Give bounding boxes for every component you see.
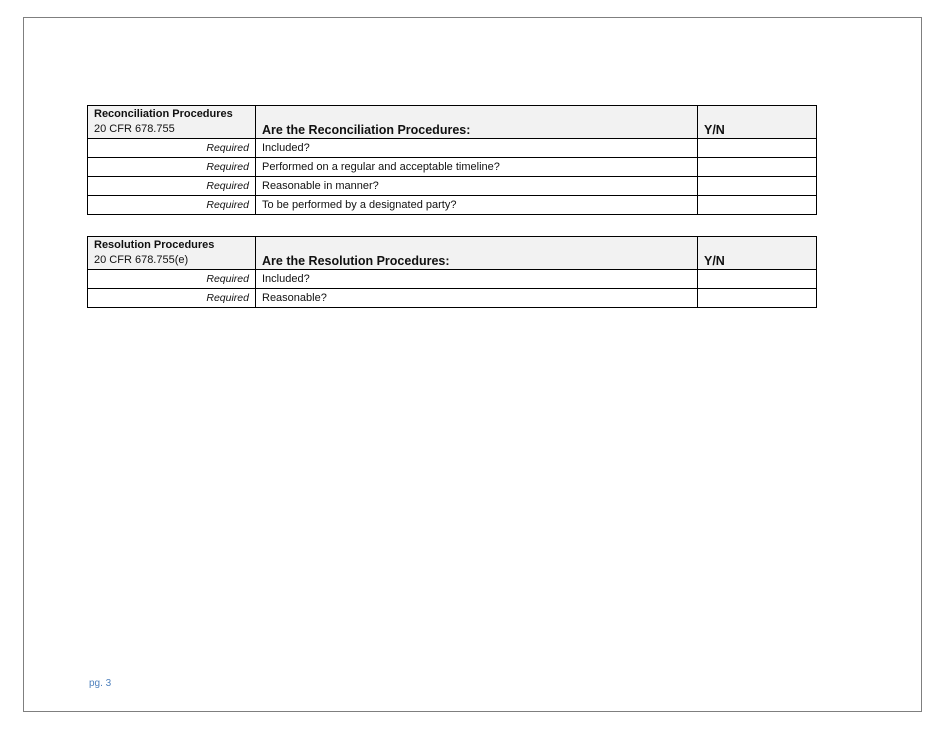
question-text: Performed on a regular and acceptable timeline? bbox=[256, 158, 698, 177]
question-text: To be performed by a designated party? bbox=[256, 196, 698, 215]
section-label-cell bbox=[88, 106, 256, 139]
answer-cell[interactable] bbox=[698, 196, 817, 215]
question-text: Reasonable in manner? bbox=[256, 177, 698, 196]
answer-cell[interactable] bbox=[698, 270, 817, 289]
table-row bbox=[88, 139, 817, 158]
requirement-label: Required bbox=[88, 139, 256, 158]
section-title: Resolution Procedures bbox=[94, 239, 215, 251]
answer-cell[interactable] bbox=[698, 177, 817, 196]
section-title: Reconciliation Procedures bbox=[94, 108, 233, 120]
table-row bbox=[88, 177, 817, 196]
table-row bbox=[88, 289, 817, 308]
answer-header: Y/N bbox=[698, 237, 817, 270]
question-text: Included? bbox=[256, 139, 698, 158]
answer-cell[interactable] bbox=[698, 289, 817, 308]
requirement-label: Required bbox=[88, 289, 256, 308]
table-row bbox=[88, 196, 817, 215]
reconciliation-procedures-table bbox=[87, 105, 817, 215]
requirement-label: Required bbox=[88, 177, 256, 196]
table-header-row bbox=[88, 237, 817, 270]
requirement-label: Required bbox=[88, 270, 256, 289]
requirement-label: Required bbox=[88, 196, 256, 215]
question-text: Included? bbox=[256, 270, 698, 289]
table-row bbox=[88, 158, 817, 177]
answer-cell[interactable] bbox=[698, 158, 817, 177]
question-text: Reasonable? bbox=[256, 289, 698, 308]
requirement-label: Required bbox=[88, 158, 256, 177]
table-row bbox=[88, 270, 817, 289]
answer-header: Y/N bbox=[698, 106, 817, 139]
answer-cell[interactable] bbox=[698, 139, 817, 158]
section-label-cell bbox=[88, 237, 256, 270]
section-citation: 20 CFR 678.755(e) bbox=[94, 254, 189, 266]
table-header-row bbox=[88, 106, 817, 139]
question-header: Are the Resolution Procedures: bbox=[256, 237, 698, 270]
resolution-procedures-table bbox=[87, 236, 817, 308]
question-header: Are the Reconciliation Procedures: bbox=[256, 106, 698, 139]
section-citation: 20 CFR 678.755 bbox=[94, 123, 175, 135]
page-number: pg. 3 bbox=[89, 678, 112, 689]
